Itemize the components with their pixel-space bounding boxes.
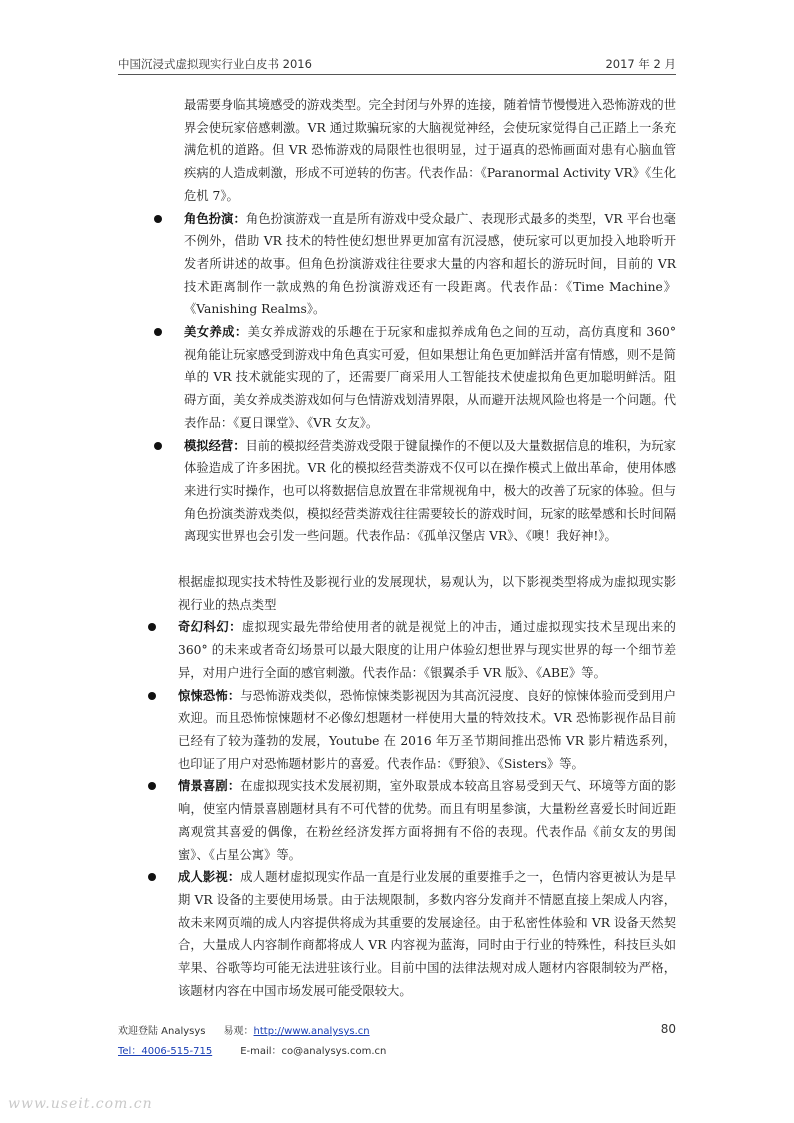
bullet-icon xyxy=(154,442,162,450)
list-item xyxy=(118,685,676,776)
footer-site-label: 易观： xyxy=(223,1026,254,1037)
footer-contact-row xyxy=(118,1022,370,1037)
bullet-icon xyxy=(148,782,156,790)
bullet-text: 目前的模拟经营类游戏受限于键鼠操作的不便以及大量数据信息的堆积，为玩家体验造成了许多困扰。VR 化的模拟经营类游戏不仅可以在操作模式上做出革命，使用体感来进行实时操作，也可以将数据信息放置在非常规视角中，极大的改善了玩家的体验。但与角色扮演类游戏类似，模拟经营类游戏往往需要较长的游戏时间，玩家的眩晕感和长时间隔离现实世界也会引发一些问题。代表作品：《孤单汉堡店 VR》、《噢！我好神!》。 xyxy=(184,438,676,544)
footer-welcome: 欢迎登陆 Analysys xyxy=(118,1026,206,1037)
header-title: 中国沉浸式虚拟现实行业白皮书 2016 xyxy=(118,57,312,71)
list-item xyxy=(118,208,676,322)
phone-link[interactable]: Tel：4006-515-715 xyxy=(118,1046,213,1057)
list-item xyxy=(118,616,676,684)
page-number: 80 xyxy=(660,1022,676,1036)
bullet-icon xyxy=(148,623,156,631)
bullet-icon xyxy=(148,692,156,700)
bullet-text: 在虚拟现实技术发展初期，室外取景成本较高且容易受到天气、环境等方面的影响，使室内情景喜剧题材具有不可代替的优势。而且有明星参演，大量粉丝喜爱长时间近距离观赏其喜爱的偶像，在粉丝经济发挥方面将拥有不俗的表现。代表作品《前女友的男闺蜜》、《占星公寓》等。 xyxy=(178,779,676,862)
bullet-term: 奇幻科幻： xyxy=(178,619,242,635)
list-item xyxy=(118,775,676,866)
header-divider xyxy=(118,74,676,75)
bullet-term: 情景喜剧： xyxy=(178,778,241,794)
footer-contact-row-2 xyxy=(118,1042,386,1057)
bullet-icon xyxy=(154,328,162,336)
film-type-list xyxy=(118,616,676,1002)
bullet-text: 成人题材虚拟现实作品一直是行业发展的重要推手之一，色情内容更被认为是早期 VR 设备的主要使用场景。由于法规限制，多数内容分发商并不情愿直接上架成人内容，故未来网页端的成人内容提供将成为其重要的发展途径。由于私密性体验和 VR 设备天然契合，大量成人内容制作商都将成人 VR 内容视为蓝海，同时由于行业的特殊性，科技巨头如苹果、谷歌等均可能无法进驻该行业。目前中国的法律法规对成人题材内容限制较为严格，该题材内容在中国市场发展可能受限较大。 xyxy=(178,870,676,998)
header-date: 2017 年 2 月 xyxy=(605,57,676,71)
bullet-term: 角色扮演： xyxy=(184,210,246,226)
website-link[interactable]: http://www.analysys.cn xyxy=(253,1026,370,1037)
bullet-term: 模拟经营： xyxy=(184,437,246,453)
bullet-text: 美女养成游戏的乐趣在于玩家和虚拟养成角色之间的互动，高仿真度和 360° 视角能让玩家感受到游戏中角色真实可爱，但如果想让角色更加鲜活并富有情感，则不是简单的 VR 技术就能实现的了，还需要厂商采用人工智能技术使虚拟角色更加聪明鲜活。阻碍方面，美女养成类游戏如何与色情游戏划清界限，从而避开法规风险也将是一个问题。代表作品：《夏日课堂》、《VR 女友》。 xyxy=(184,325,676,430)
bullet-text: 角色扮演游戏一直是所有游戏中受众最广、表现形式最多的类型，VR 平台也毫不例外，借助 VR 技术的特性使幻想世界更加富有沉浸感，使玩家可以更加投入地聆听开发者所讲述的故事。但角色扮演游戏往往要求大量的内容和超长的游玩时间，目前的 VR 技术距离制作一款成熟的角色扮演游戏还有一段距离。代表作品：《Time Machine》《Vanishing Realms》。 xyxy=(184,211,676,317)
intro-paragraph: 最需要身临其境感受的游戏类型。完全封闭与外界的连接，随着情节慢慢进入恐怖游戏的世界会使玩家倍感刺激。VR 通过欺骗玩家的大脑视觉神经，会使玩家觉得自己正踏上一条充满危机的道路。但 VR 恐怖游戏的局限性也很明显，过于逼真的恐怖画面对患有心脑血管疾病的人造成刺激，形成不可逆转的伤害。代表作品：《Paranormal Activity VR》《生化危机 7》。 xyxy=(184,98,676,203)
bullet-text: 与恐怖游戏类似，恐怖惊悚类影视因为其高沉浸度、良好的惊悚体验而受到用户欢迎。而且恐怖惊悚题材不必像幻想题材一样使用大量的特效技术。VR 恐怖影视作品目前已经有了较为蓬勃的发展，Youtube 在 2016 年万圣节期间推出恐怖 VR 影片精选系列，也印证了用户对恐怖题材影片的喜爱。代表作品：《野狼》、《Sisters》等。 xyxy=(178,688,676,771)
page-body xyxy=(118,94,676,1002)
page-header xyxy=(118,56,676,74)
bullet-term: 成人影视： xyxy=(178,869,241,885)
list-item xyxy=(118,866,676,1002)
bullet-icon xyxy=(154,215,162,223)
bullet-term: 美女养成： xyxy=(184,324,248,340)
bullet-text: 虚拟现实最先带给使用者的就是视觉上的冲击，通过虚拟现实技术呈现出来的 360° 的未来或者奇幻场景可以最大限度的让用户体验幻想世界与现实世界的每一个细节差异，对用户进行全面的感官刺激。代表作品：《银翼杀手 VR 版》、《ABE》等。 xyxy=(178,620,676,680)
footer-email: E-mail：co@analysys.com.cn xyxy=(240,1046,387,1057)
watermark: www.useit.com.cn xyxy=(8,1096,153,1112)
bullet-icon xyxy=(148,873,156,881)
bullet-term: 惊悚恐怖： xyxy=(178,687,241,703)
film-intro-paragraph: 根据虚拟现实技术特性及影视行业的发展现状，易观认为，以下影视类型将成为虚拟现实影视行业的热点类型 xyxy=(178,575,676,612)
game-type-list xyxy=(118,208,676,549)
list-item xyxy=(118,435,676,549)
list-item xyxy=(118,321,676,435)
